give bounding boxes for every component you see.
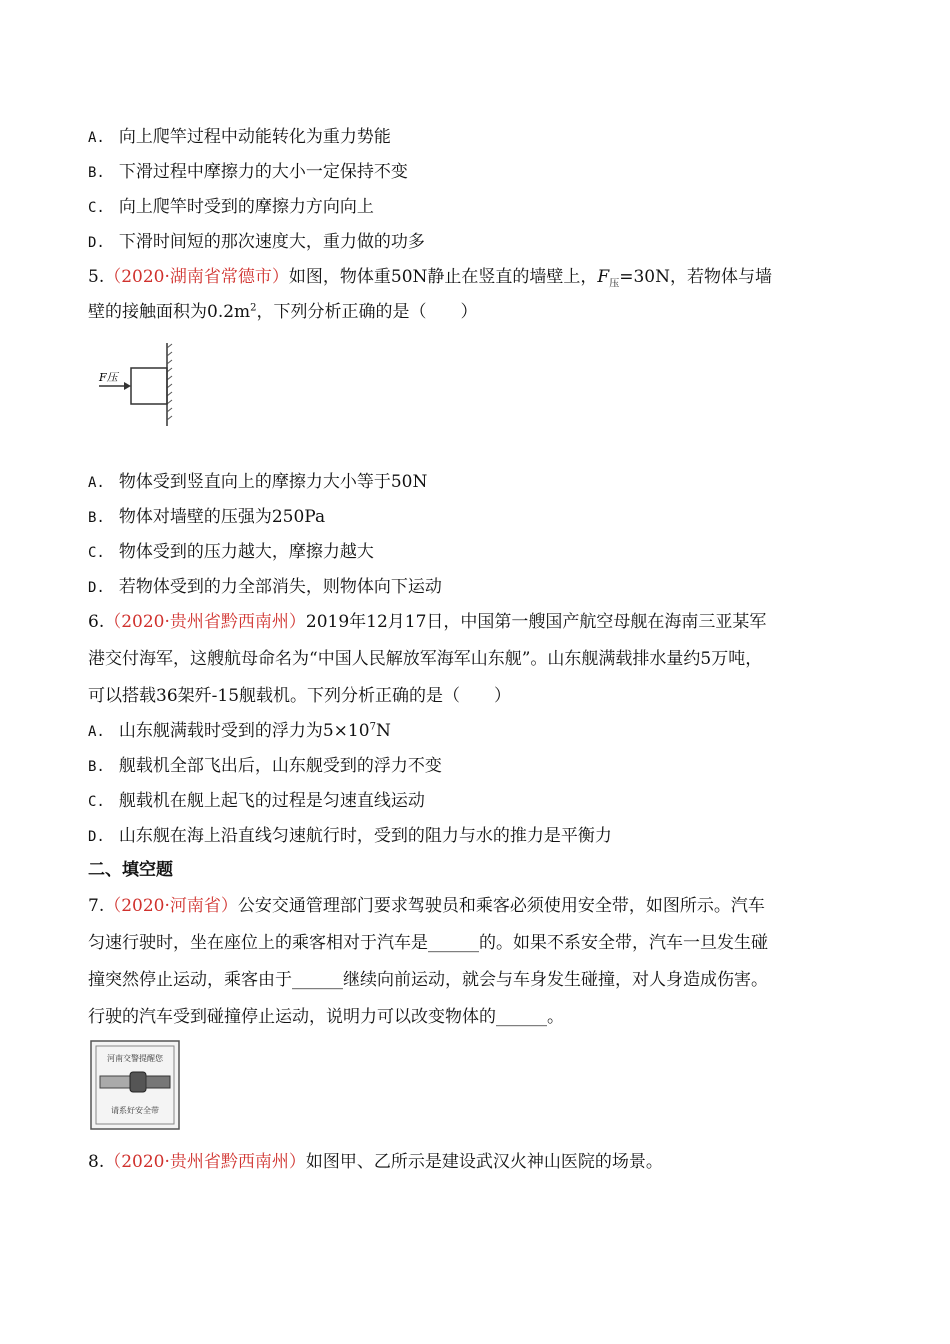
q6-option-b: B. 舰载机全部飞出后，山东舰受到的浮力不变 bbox=[88, 756, 442, 776]
q7-stem-line3: 撞突然停止运动，乘客由于______继续向前运动，就会与车身发生碰撞，对人身造成伤害。 bbox=[88, 970, 768, 990]
q6-source: （2020·贵州省黔西南州） bbox=[104, 612, 306, 632]
q7-source: （2020·河南省） bbox=[104, 896, 238, 916]
q6-stem-line2: 港交付海军，这艘航母命名为“中国人民解放军海军山东舰”。山东舰满载排水量约5万吨， bbox=[88, 649, 763, 669]
q4-option-b: B. 下滑过程中摩擦力的大小一定保持不变 bbox=[88, 162, 408, 182]
q7-figure-bottom-text: 请系好安全带 bbox=[111, 1106, 159, 1115]
q4-option-c: C. 向上爬竿时受到的摩擦力方向向上 bbox=[88, 197, 374, 217]
q5-source: （2020·湖南省常德市） bbox=[104, 267, 289, 287]
section-heading-fill-in: 二、填空题 bbox=[88, 860, 173, 880]
q6-option-c: C. 舰载机在舰上起飞的过程是匀速直线运动 bbox=[88, 791, 425, 811]
q5-stem-line2: 壁的接触面积为$0.2m^2$，下列分析正确的是（ ） bbox=[88, 302, 478, 322]
q6-stem-line1: 6.（2020·贵州省黔西南州）2019年12月17日，中国第一艘国产航空母舰在海南三亚某军 bbox=[88, 612, 767, 632]
q6-option-a: A. 山东舰满载时受到的浮力为$5\times 10^7N$ bbox=[88, 721, 391, 741]
q5-option-b: B. 物体对墙壁的压强为250Pa bbox=[88, 507, 326, 527]
q5-option-d: D. 若物体受到的力全部消失，则物体向下运动 bbox=[88, 577, 442, 597]
q4-option-a: A. 向上爬竿过程中动能转化为重力势能 bbox=[88, 127, 391, 147]
q7-stem-line4: 行驶的汽车受到碰撞停止运动，说明力可以改变物体的______。 bbox=[88, 1007, 564, 1027]
q8-stem-line1: 8.（2020·贵州省黔西南州）如图甲、乙所示是建设武汉火神山医院的场景。 bbox=[88, 1152, 663, 1172]
q7-figure-top-text: 河南交警提醒您 bbox=[107, 1054, 163, 1063]
q7-stem-line1: 7.（2020·河南省）公安交通管理部门要求驾驶员和乘客必须使用安全带，如图所示。汽车 bbox=[88, 896, 765, 916]
q7-stem-line2: 匀速行驶时，坐在座位上的乘客相对于汽车是______的。如果不系安全带，汽车一旦发生碰 bbox=[88, 933, 768, 953]
q4-option-d: D. 下滑时间短的那次速度大，重力做的功多 bbox=[88, 232, 425, 252]
q5-option-a: A. 物体受到竖直向上的摩擦力大小等于50N bbox=[88, 472, 428, 492]
q5-option-c: C. 物体受到的压力越大，摩擦力越大 bbox=[88, 542, 374, 562]
q5-figure-force-label: F压 bbox=[99, 371, 118, 384]
q6-option-d: D. 山东舰在海上沿直线匀速航行时，受到的阻力与水的推力是平衡力 bbox=[88, 826, 612, 846]
q7-seatbelt-figure bbox=[90, 1040, 180, 1130]
q8-source: （2020·贵州省黔西南州） bbox=[104, 1152, 306, 1172]
q5-stem-line1: 5.（2020·湖南省常德市）如图，物体重50N静止在竖直的墙壁上，$F_压=30N$，若物体与墙 bbox=[88, 267, 772, 290]
q5-wall-figure bbox=[95, 340, 185, 430]
q6-stem-line3: 可以搭载36架歼-15舰载机。下列分析正确的是（ ） bbox=[88, 686, 512, 706]
